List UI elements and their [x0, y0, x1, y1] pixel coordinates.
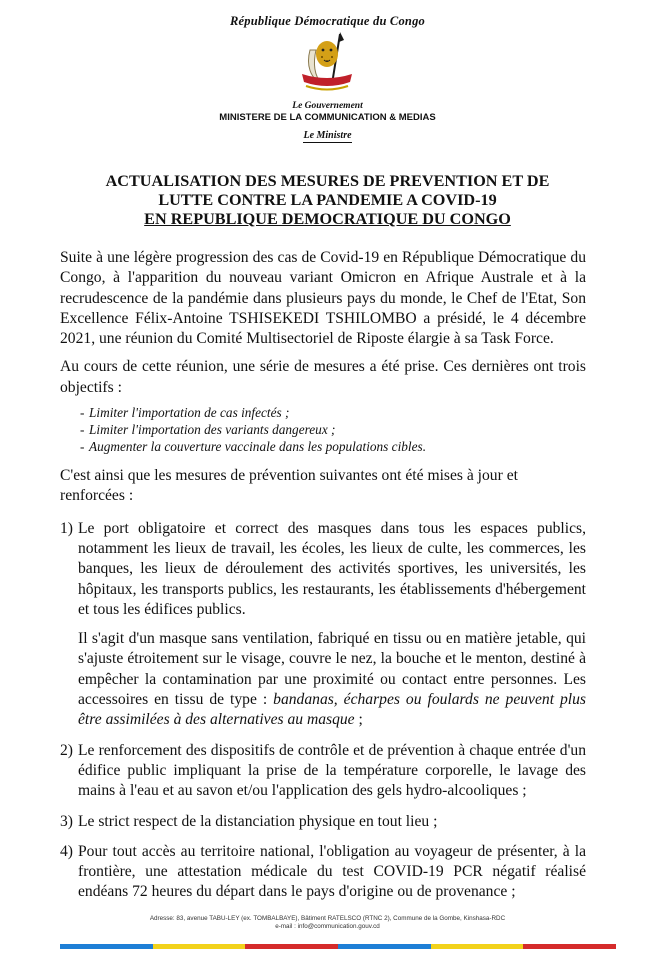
flag-bar-segment [338, 944, 431, 949]
coat-of-arms-icon [288, 30, 366, 100]
intro-paragraph: Suite à une légère progression des cas de Covid-19 en République Démocratique du Congo, à l'apparition du nouveau variant Omicron en Afrique Australe et à la recrudescence de la pandémie dans plusieurs pays du monde, le Chef de l'Etat, Son Excellence Félix-Antoine TSHISEKEDI TSHILOMBO a présidé, le 4 décembre 2021, une réunion du Comité Multisectoriel de Riposte élargie à sa Task Force. [60, 249, 586, 348]
flag-bar-segment [153, 944, 246, 949]
title-line-1: ACTUALISATION DES MESURES DE PREVENTION ET DE [105, 172, 550, 190]
ministry-name: MINISTERE DE LA COMMUNICATION & MEDIAS [219, 112, 436, 123]
measure-detail-text: Il s'agit d'un masque sans ventilation, fabriqué en tissu ou en matière jetable, qui s'ajuste étroitement sur le visage, couvre le nez, la bouche et le menton, destiné à empêcher la contamination par une proximité ou contact entre personnes. Les accessoires en tissu de type : [78, 630, 586, 709]
flag-bar-segment [245, 944, 338, 949]
flag-bar-segment [431, 944, 524, 949]
measure-number: 3) [60, 812, 73, 830]
footer-email: e-mail : info@communication.gouv.cd [275, 923, 380, 930]
measure-item [60, 842, 586, 903]
document-title [40, 172, 615, 229]
measure-item [60, 741, 586, 802]
measure-text: Le strict respect de la distanciation physique en tout lieu ; [78, 812, 438, 830]
objectives-list [60, 404, 586, 455]
measures-list [60, 519, 586, 903]
measure-text: Le port obligatoire et correct des masques dans tous les espaces publics, notamment les lieux de travail, les écoles, les lieux de culte, les commerces, les banques, les lieux de déroulement des activités sportives, les universités, les hôpitaux, les transports publics, les restaurants, les établissements d'hébergement et tous les édifices publics. [78, 519, 586, 618]
measure-detail-end: ; [354, 711, 363, 729]
measure-number: 2) [60, 741, 73, 759]
measure-item [60, 812, 586, 832]
measure-detail [78, 629, 586, 730]
measure-text: Pour tout accès au territoire national, l'obligation au voyageur de présenter, à la frontière, une attestation médicale du test COVID-19 PCR négatif réalisé endéans 72 heures du départ dans le pays d'origine ou de provenance ; [78, 842, 586, 901]
flag-bar-segment [60, 944, 153, 949]
measure-number: 1) [60, 519, 73, 537]
objective-item: - Limiter l'importation des variants dangereux ; [60, 421, 586, 438]
measure-number: 4) [60, 842, 73, 860]
minister-label [0, 130, 655, 141]
measure-item [60, 519, 586, 731]
title-line-3: EN REPUBLIQUE DEMOCRATIQUE DU CONGO [144, 210, 511, 228]
measure-text: Le renforcement des dispositifs de contrôle et de prévention à chaque entrée d'un édifice public impliquant la prise de la température corporelle, le lavage des mains à l'eau et au savon et/ou l'application des gels hydro-alcooliques ; [78, 741, 586, 800]
flag-color-bar [60, 944, 616, 949]
measures-intro: C'est ainsi que les mesures de prévention suivantes ont été mises à jour et renforcées : [60, 467, 518, 505]
page-footer [0, 915, 655, 931]
document-body [60, 248, 586, 913]
objective-item: - Augmenter la couverture vaccinale dans les populations cibles. [60, 438, 586, 455]
country-name: République Démocratique du Congo [230, 14, 425, 28]
government-label: Le Gouvernement [292, 101, 363, 111]
title-line-2: LUTTE CONTRE LA PANDEMIE A COVID-19 [158, 191, 497, 209]
objective-item: - Limiter l'importation de cas infectés ; [60, 404, 586, 421]
objectives-intro: Au cours de cette réunion, une série de mesures a été prise. Ces dernières ont trois objectifs : [60, 358, 586, 396]
flag-bar-segment [523, 944, 616, 949]
minister-label-text: Le Ministre [303, 130, 352, 141]
footer-address: Adresse: 83, avenue TABU-LEY (ex. TOMBALBAYE), Bâtiment RATELSCO (RTNC 2), Commune de la Gombe, Kinshasa-RDC [149, 915, 506, 922]
measure-detail-italic: bandanas, écharpes ou foulards ne peuvent plus être assimilées à des alternatives au masque [78, 691, 586, 729]
